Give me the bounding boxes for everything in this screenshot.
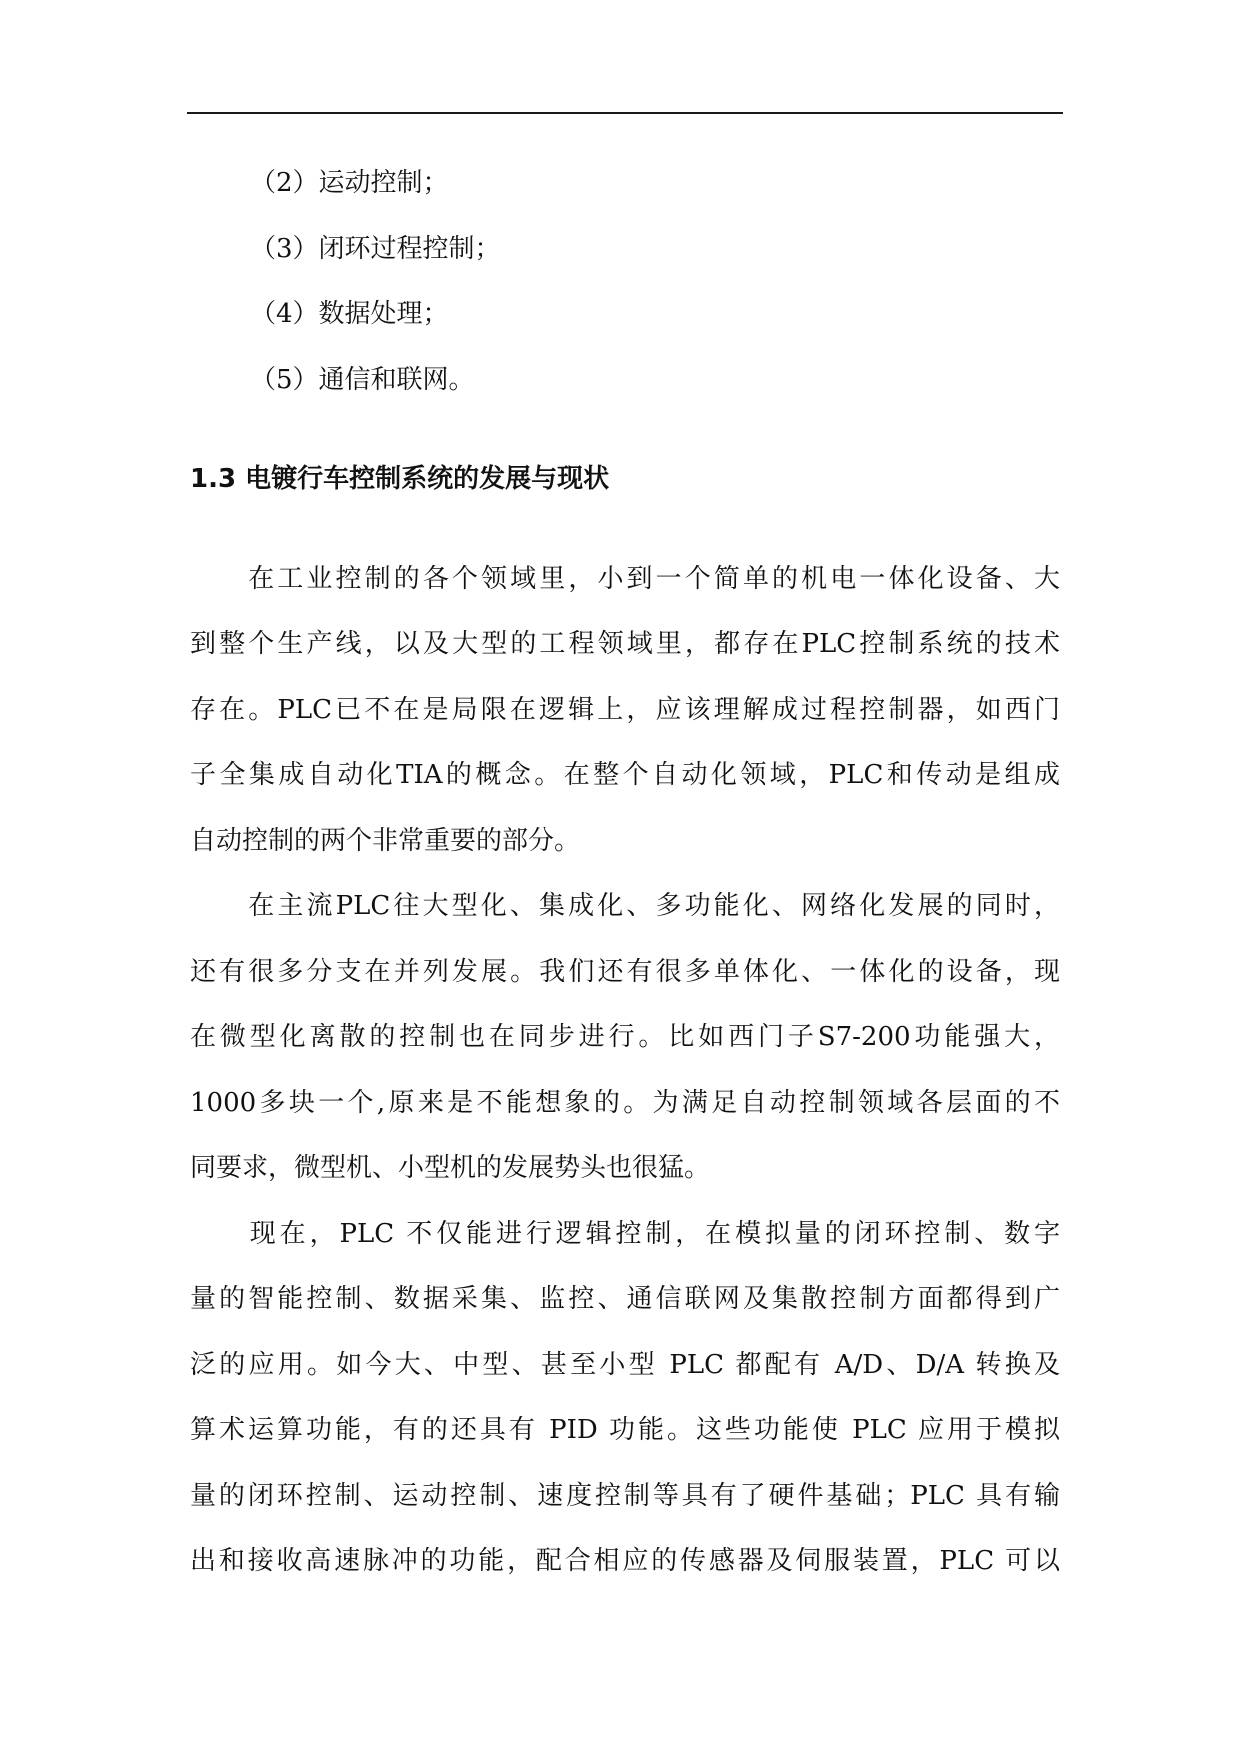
paragraph-line: 到整个生产线，以及大型的工程领域里，都存在PLC控制系统的技术 xyxy=(190,629,1060,659)
paragraph-line: 存在。PLC已不在是局限在逻辑上，应该理解成过程控制器，如西门 xyxy=(190,695,1060,725)
header-rule xyxy=(187,112,1063,114)
list-item-3: （3）闭环过程控制； xyxy=(250,234,501,264)
paragraph-line: 现在，PLC 不仅能进行逻辑控制，在模拟量的闭环控制、数字 xyxy=(190,1219,1060,1249)
paragraph-line: 同要求，微型机、小型机的发展势头也很猛。 xyxy=(190,1153,711,1183)
paragraph-line: 出和接收高速脉冲的功能，配合相应的传感器及伺服装置，PLC 可以 xyxy=(190,1546,1060,1576)
paragraph-line: 量的智能控制、数据采集、监控、通信联网及集散控制方面都得到广 xyxy=(190,1284,1060,1314)
paragraph-line: 在微型化离散的控制也在同步进行。比如西门子S7-200功能强大， xyxy=(190,1022,1060,1052)
section-heading: 1.3 电镀行车控制系统的发展与现状 xyxy=(190,464,610,494)
paragraph-line: 自动控制的两个非常重要的部分。 xyxy=(190,826,581,856)
list-item-2: （2）运动控制； xyxy=(250,168,449,198)
paragraph-line: 在主流PLC往大型化、集成化、多功能化、网络化发展的同时， xyxy=(190,891,1060,921)
list-item-5: （5）通信和联网。 xyxy=(250,365,475,395)
paragraph-line: 在工业控制的各个领域里，小到一个简单的机电一体化设备、大 xyxy=(190,564,1060,594)
paragraph-line: 还有很多分支在并列发展。我们还有很多单体化、一体化的设备，现 xyxy=(190,957,1060,987)
paragraph-line: 量的闭环控制、运动控制、速度控制等具有了硬件基础；PLC 具有输 xyxy=(190,1481,1060,1511)
paragraph-line: 子全集成自动化TIA的概念。在整个自动化领域，PLC和传动是组成 xyxy=(190,760,1060,790)
paragraph-line: 算术运算功能，有的还具有 PID 功能。这些功能使 PLC 应用于模拟 xyxy=(190,1415,1060,1445)
list-item-4: （4）数据处理； xyxy=(250,299,449,329)
paragraph-line: 泛的应用。如今大、中型、甚至小型 PLC 都配有 A/D、D/A 转换及 xyxy=(190,1350,1060,1380)
paragraph-line: 1000多块一个,原来是不能想象的。为满足自动控制领域各层面的不 xyxy=(190,1088,1060,1118)
